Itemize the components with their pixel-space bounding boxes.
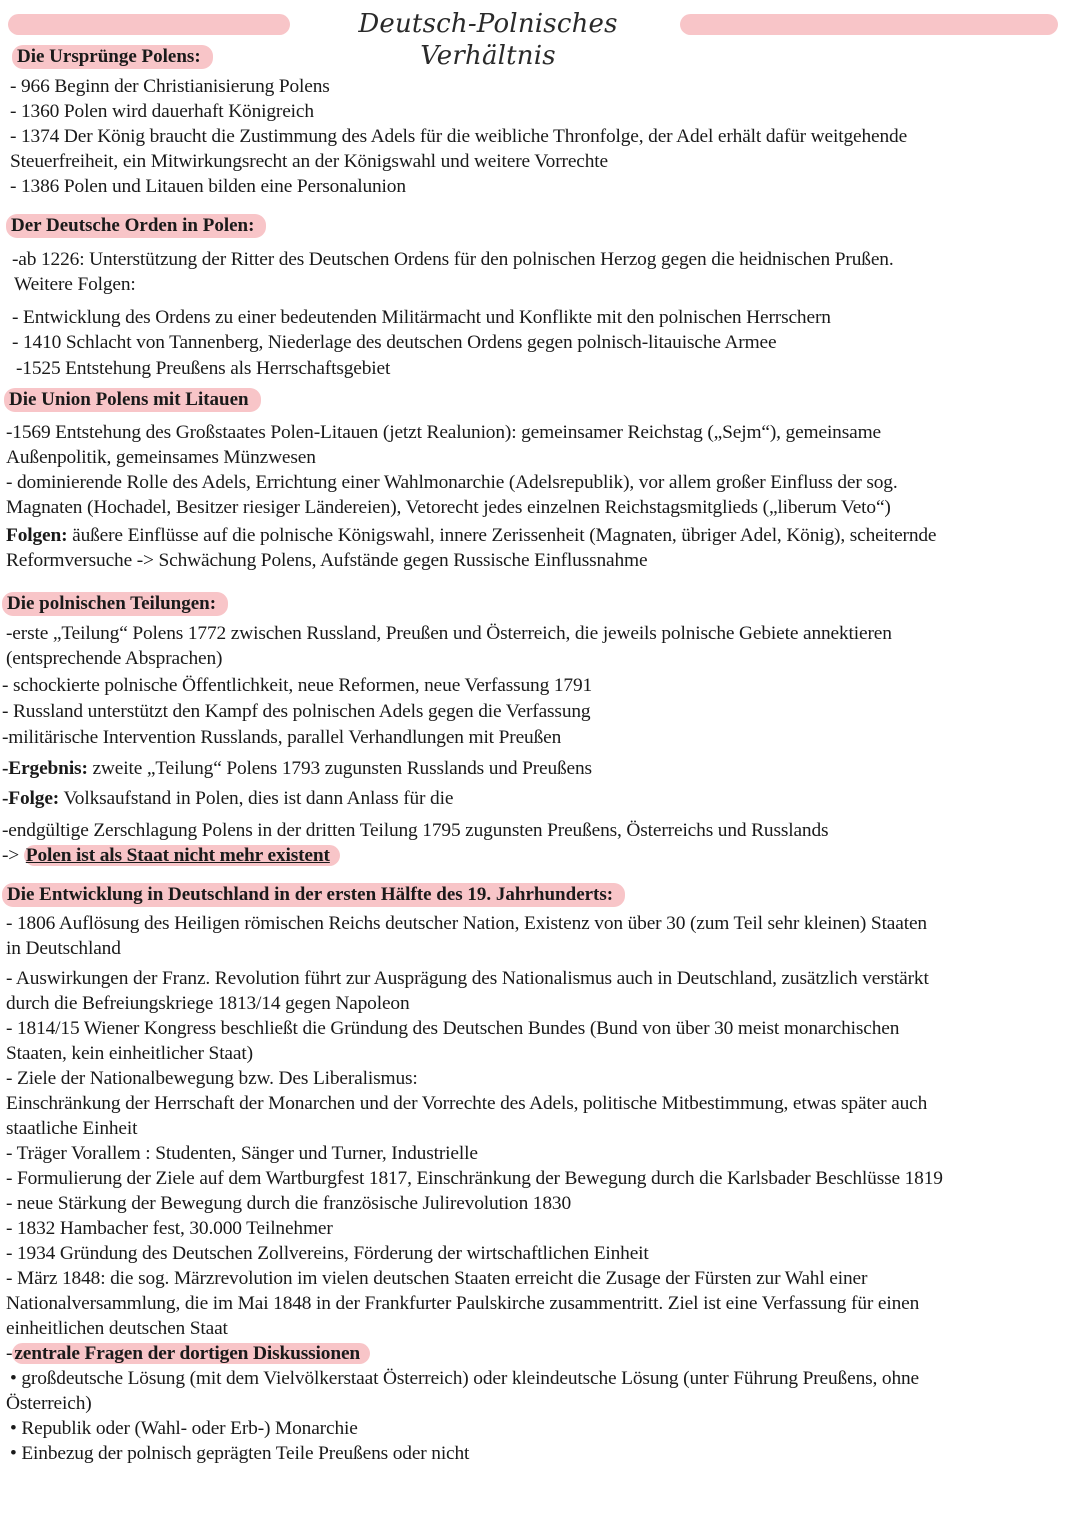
union-line: Außenpolitik, gemeinsames Münzwesen xyxy=(6,447,316,468)
union-folgen-cont: Reformversuche -> Schwächung Polens, Aufstände gegen Russische Einflussnahme xyxy=(6,550,648,571)
partitions-ergebnis-line xyxy=(2,756,592,781)
germany-line: Einschränkung der Herrschaft der Monarchen und der Vorrechte des Adels, politische Mitbestimmung, etwas später auch xyxy=(6,1093,928,1114)
union-line: - dominierende Rolle des Adels, Errichtung einer Wahlmonarchie (Adelsrepublik), vor allem großer Einfluss der sog. xyxy=(6,472,898,493)
origins-line: - 1374 Der König braucht die Zustimmung des Adels für die weibliche Thronfolge, der Adel erhält dafür weitgehende xyxy=(10,126,908,147)
partitions-line: - Russland unterstützt den Kampf des polnischen Adels gegen die Verfassung xyxy=(2,701,591,722)
germany-bullet: Österreich) xyxy=(6,1393,92,1414)
union-folgen-line xyxy=(6,523,936,548)
order-line: Weitere Folgen: xyxy=(14,274,136,295)
origins-line: Steuerfreiheit, ein Mitwirkungsrecht an der Königswahl und weitere Vorrechte xyxy=(10,151,608,172)
partitions-line: (entsprechende Absprachen) xyxy=(6,648,223,669)
germany-line: - Formulierung der Ziele auf dem Wartburgfest 1817, Einschränkung der Bewegung durch die Karlsbader Beschlüsse 1819 xyxy=(6,1168,943,1189)
partitions-line: - schockierte polnische Öffentlichkeit, neue Reformen, neue Verfassung 1791 xyxy=(2,675,593,696)
union-line: -1569 Entstehung des Großstaates Polen-Litauen (jetzt Realunion): gemeinsamer Reichstag („Sejm“), gemeinsame xyxy=(6,422,881,443)
folge-label: -Folge: xyxy=(2,788,60,809)
germany-line: - 1806 Auflösung des Heiligen römischen Reichs deutscher Nation, Existenz von über 30 (zum Teil sehr kleinen) Staaten xyxy=(6,913,927,934)
partitions-line: -militärische Intervention Russlands, parallel Verhandlungen mit Preußen xyxy=(2,727,562,748)
heading-union: Die Union Polens mit Litauen xyxy=(4,388,261,412)
germany-bullet: • Republik oder (Wahl- oder Erb-) Monarchie xyxy=(10,1418,358,1439)
heading-germany: Die Entwicklung in Deutschland in der ersten Hälfte des 19. Jahrhunderts: xyxy=(2,883,625,907)
heading-order: Der Deutsche Orden in Polen: xyxy=(6,214,266,238)
folgen-label: Folgen: xyxy=(6,525,68,546)
germany-line: staatliche Einheit xyxy=(6,1118,138,1139)
order-line: - 1410 Schlacht von Tannenberg, Niederlage des deutschen Ordens gegen polnisch-litauische Armee xyxy=(12,332,777,353)
germany-line: durch die Befreiungskriege 1813/14 gegen Napoleon xyxy=(6,993,410,1014)
germany-line: - neue Stärkung der Bewegung durch die französische Julirevolution 1830 xyxy=(6,1193,571,1214)
conclusion-text: Polen ist als Staat nicht mehr existent xyxy=(24,845,340,866)
germany-line: einheitlichen deutschen Staat xyxy=(6,1318,228,1339)
page-title: Deutsch-Polnisches Verhältnis xyxy=(358,9,618,71)
order-line: -1525 Entstehung Preußens als Herrschaftsgebiet xyxy=(16,358,391,379)
germany-line: - Träger Vorallem : Studenten, Sänger und Turner, Industrielle xyxy=(6,1143,478,1164)
order-line: -ab 1226: Unterstützung der Ritter des Deutschen Ordens für den polnischen Herzog gegen die heidnischen Prußen. xyxy=(12,249,894,270)
germany-bullet: • großdeutsche Lösung (mit dem Vielvölkerstaat Österreich) oder kleindeutsche Lösung (unter Führung Preußens, ohne xyxy=(10,1368,919,1389)
germany-line: - 1814/15 Wiener Kongress beschließt die Gründung des Deutschen Bundes (Bund von über 30 meist monarchischen xyxy=(6,1018,900,1039)
germany-line: Staaten, kein einheitlicher Staat) xyxy=(6,1043,253,1064)
germany-line: in Deutschland xyxy=(6,938,121,959)
partitions-folge-line xyxy=(2,786,453,811)
partitions-line: -erste „Teilung“ Polens 1772 zwischen Russland, Preußen und Österreich, die jeweils polnische Gebiete annektieren xyxy=(6,623,892,644)
germany-line: Nationalversammlung, die im Mai 1848 in der Frankfurter Paulskirche zusammentritt. Ziel ist eine Verfassung für einen xyxy=(6,1293,920,1314)
questions-label: zentrale Fragen der dortigen Diskussionen xyxy=(12,1343,370,1364)
germany-line: - März 1848: die sog. Märzrevolution im vielen deutschen Staaten erreicht die Zusage der Fürsten zur Wahl einer xyxy=(6,1268,868,1289)
ergebnis-text: zweite „Teilung“ Polens 1793 zugunsten Russlands und Preußens xyxy=(87,758,592,779)
title-bar-right xyxy=(680,14,1058,35)
partitions-conclusion xyxy=(2,843,340,868)
union-line: Magnaten (Hochadel, Besitzer riesiger Ländereien), Vetorecht jedes einzelnen Reichstagsmitglieds („liberum Veto“) xyxy=(6,497,891,518)
germany-bullet: • Einbezug der polnisch geprägten Teile Preußens oder nicht xyxy=(10,1443,470,1464)
germany-line: - Auswirkungen der Franz. Revolution führt zur Ausprägung des Nationalismus auch in Deutschland, zusätzlich verstärkt xyxy=(6,968,929,989)
ergebnis-label: -Ergebnis: xyxy=(2,758,88,779)
germany-line: - 1934 Gründung des Deutschen Zollvereins, Förderung der wirtschaftlichen Einheit xyxy=(6,1243,649,1264)
title-bar-left xyxy=(8,14,290,35)
germany-questions-line xyxy=(6,1341,370,1366)
conclusion-arrow: -> xyxy=(2,845,20,866)
origins-line: - 966 Beginn der Christianisierung Polens xyxy=(10,76,330,97)
heading-partitions: Die polnischen Teilungen: xyxy=(2,592,228,616)
order-line: - Entwicklung des Ordens zu einer bedeutenden Militärmacht und Konflikte mit den polnischen Herrschern xyxy=(12,307,831,328)
germany-line: - Ziele der Nationalbewegung bzw. Des Liberalismus: xyxy=(6,1068,418,1089)
origins-line: - 1360 Polen wird dauerhaft Königreich xyxy=(10,101,314,122)
partitions-final-line: -endgültige Zerschlagung Polens in der dritten Teilung 1795 zugunsten Preußens, Österreichs und Russlands xyxy=(2,820,829,841)
questions-prefix: - xyxy=(6,1343,13,1364)
folge-text: Volksaufstand in Polen, dies ist dann Anlass für die xyxy=(59,788,454,809)
origins-line: - 1386 Polen und Litauen bilden eine Personalunion xyxy=(10,176,406,197)
folgen-text: äußere Einflüsse auf die polnische Königswahl, innere Zerissenheit (Magnaten, übriger Adel, König), scheiternde xyxy=(67,525,937,546)
germany-line: - 1832 Hambacher fest, 30.000 Teilnehmer xyxy=(6,1218,333,1239)
heading-origins: Die Ursprünge Polens: xyxy=(12,45,213,69)
